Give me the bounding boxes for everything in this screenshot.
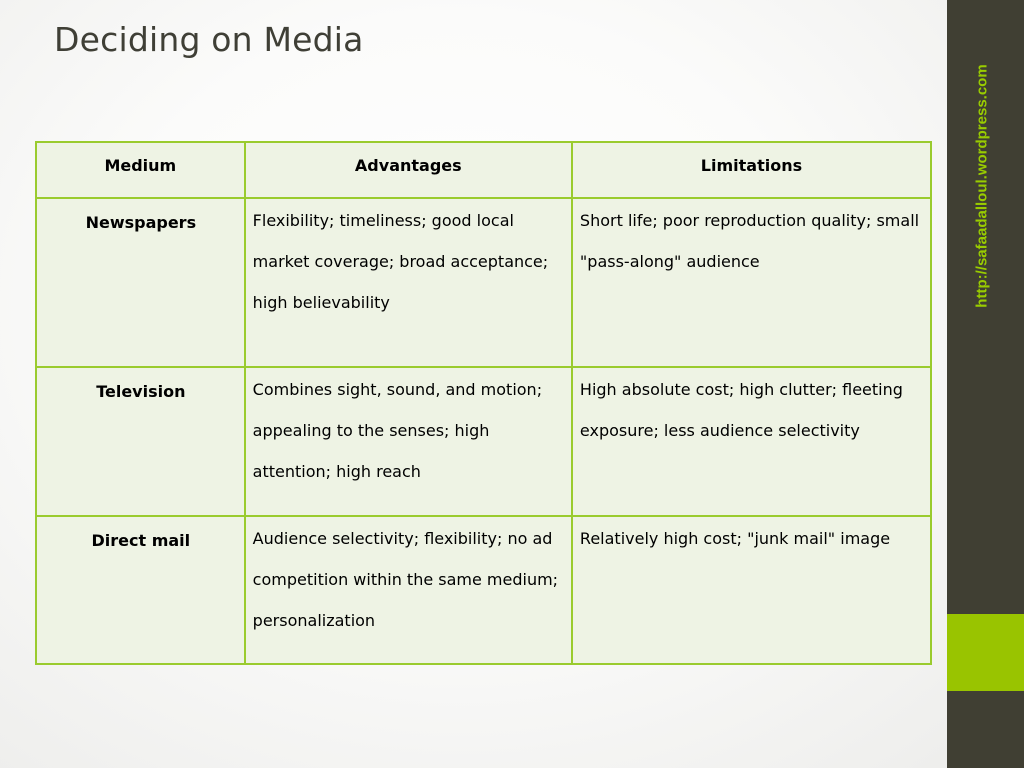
page-title: Deciding on Media: [54, 20, 364, 59]
table-row: [36, 198, 931, 367]
cell-limitations: [572, 367, 931, 516]
cell-advantages: [245, 198, 572, 367]
cell-medium: Television: [36, 367, 245, 516]
cell-limitations-text: Short life; poor reproduction quality; small "pass-along" audience: [579, 211, 920, 271]
table-row: [36, 516, 931, 664]
cell-limitations: [572, 198, 931, 367]
header-limitations: Limitations: [572, 142, 931, 198]
cell-limitations-text: High absolute cost; high clutter; fleeting exposure; less audience selectivity: [579, 380, 903, 440]
sidebar-url-link[interactable]: http://safaadalloul.wordpress.com: [973, 64, 991, 308]
cell-advantages-text: Audience selectivity; flexibility; no ad competition within the same medium; personalization: [252, 529, 559, 630]
cell-advantages: [245, 367, 572, 516]
cell-advantages: [245, 516, 572, 664]
table-row: [36, 367, 931, 516]
header-advantages: Advantages: [245, 142, 572, 198]
header-medium: Medium: [36, 142, 245, 198]
cell-medium: Newspapers: [36, 198, 245, 367]
sidebar-accent-block: [947, 614, 1024, 691]
cell-advantages-text: Flexibility; timeliness; good local market coverage; broad acceptance; high believability: [252, 211, 549, 312]
cell-advantages-text: Combines sight, sound, and motion; appealing to the senses; high attention; high reach: [252, 380, 543, 481]
cell-limitations: [572, 516, 931, 664]
table-header-row: [36, 142, 931, 198]
cell-medium: Direct mail: [36, 516, 245, 664]
media-comparison-table: [35, 141, 932, 665]
cell-limitations-text: Relatively high cost; "junk mail" image: [579, 529, 891, 548]
